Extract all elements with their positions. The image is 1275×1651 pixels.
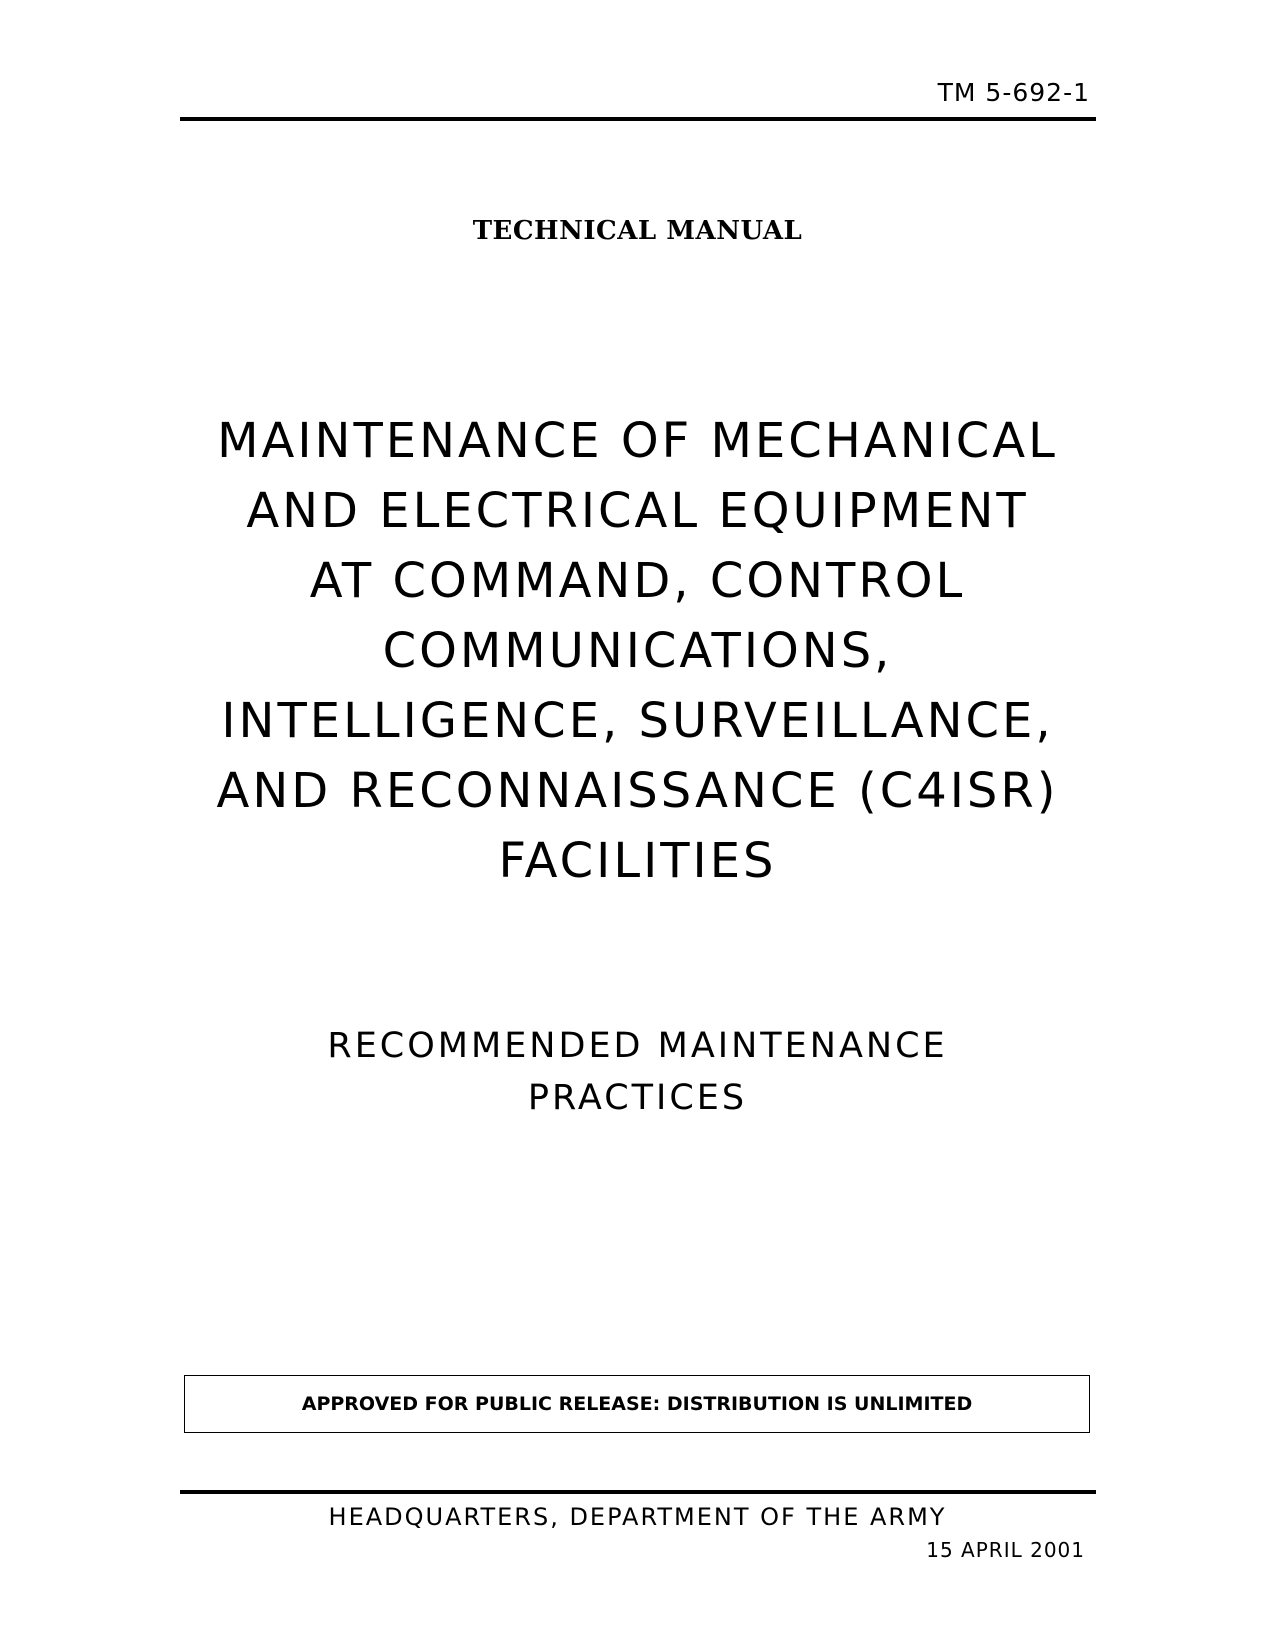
release-notice-text: APPROVED FOR PUBLIC RELEASE: DISTRIBUTION IS UNLIMITED xyxy=(301,1393,973,1415)
title-line: INTELLIGENCE, SURVEILLANCE, xyxy=(221,693,1054,749)
main-title xyxy=(0,406,1275,896)
title-line: FACILITIES xyxy=(498,833,777,889)
title-line: AT COMMAND, CONTROL xyxy=(309,553,966,609)
title-line: MAINTENANCE OF MECHANICAL xyxy=(217,413,1058,469)
title-line: AND RECONNAISSANCE (C4ISR) xyxy=(216,763,1059,819)
bottom-divider xyxy=(180,1490,1096,1494)
subtitle-line: RECOMMENDED MAINTENANCE xyxy=(327,1026,948,1066)
publication-date: 15 APRIL 2001 xyxy=(926,1538,1085,1562)
title-line: COMMUNICATIONS, xyxy=(382,623,893,679)
title-line: AND ELECTRICAL EQUIPMENT xyxy=(246,483,1029,539)
issuing-organization: HEADQUARTERS, DEPARTMENT OF THE ARMY xyxy=(328,1503,947,1531)
manual-type-heading: TECHNICAL MANUAL xyxy=(472,216,803,246)
document-number: TM 5-692-1 xyxy=(937,78,1090,107)
subtitle-line: PRACTICES xyxy=(527,1078,748,1118)
subtitle xyxy=(0,1020,1275,1124)
top-divider xyxy=(180,117,1096,121)
release-notice-box xyxy=(184,1375,1090,1433)
